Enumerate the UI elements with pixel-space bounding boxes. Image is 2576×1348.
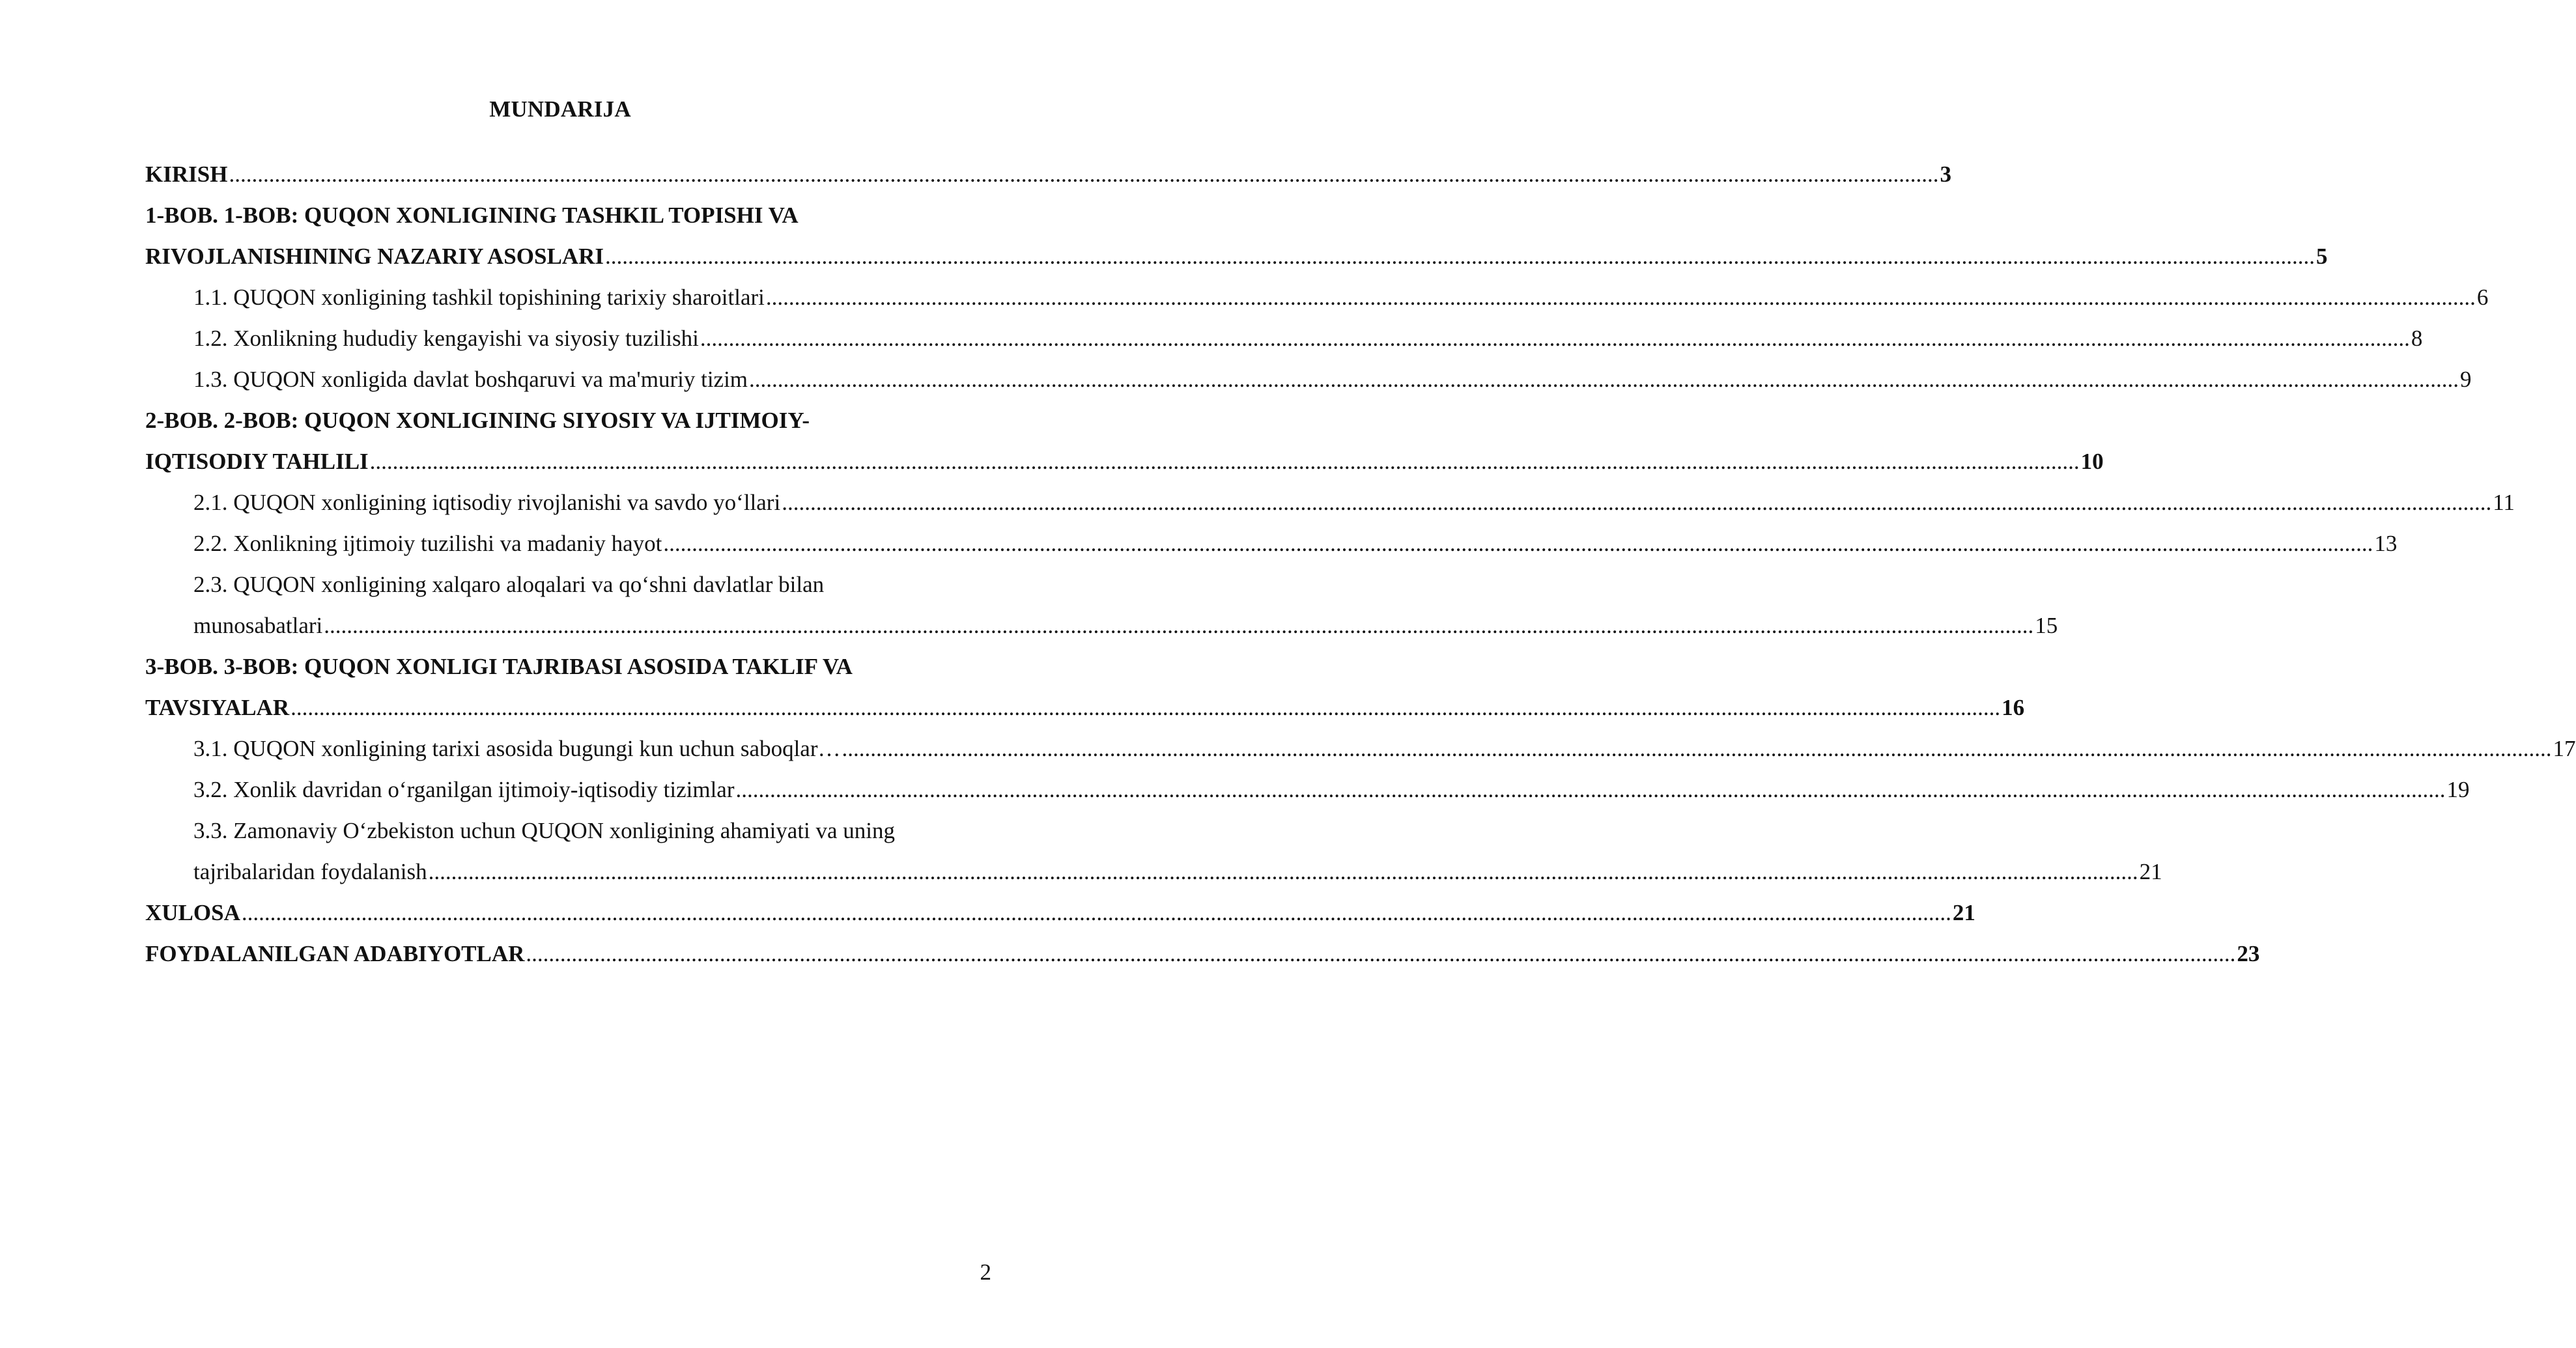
- dot-leader: ............................................................................................................................................................................................................................................................................................................: [526, 941, 2236, 966]
- toc-entry-section-1-1[interactable]: [193, 277, 2489, 318]
- dot-leader: ............................................................................................................................................................................................................................................................................................................: [324, 613, 2034, 638]
- toc-entry-references[interactable]: [145, 933, 2260, 974]
- dot-leader: ............................................................................................................................................................................................................................................................................................................: [735, 777, 2446, 802]
- toc-entry-text: XULOSA: [145, 900, 240, 925]
- toc-entry-page: 3: [1940, 161, 1951, 187]
- toc-entry-text: TAVSIYALAR: [145, 695, 290, 720]
- dot-leader: ............................................................................................................................................................................................................................................................................................................: [369, 449, 2080, 474]
- dot-leader: ............................................................................................................................................................................................................................................................................................................: [290, 695, 2001, 720]
- toc-entry-chapter-2[interactable]: [145, 400, 2104, 482]
- toc-entry-text: 2.2. Xonlikning ijtimoiy tuzilishi va madaniy hayot: [193, 531, 662, 556]
- toc-entry-text: 1.1. QUQON xonligining tashkil topishining tarixiy sharoitlari: [193, 285, 765, 310]
- toc-entry-page: 17: [2553, 736, 2576, 761]
- dot-leader: ............................................................................................................................................................................................................................................................................................................: [241, 900, 1951, 925]
- toc-entry-xulosa[interactable]: [145, 892, 1975, 933]
- toc-entry-text-line1: 3.3. Zamonaviy O‘zbekiston uchun QUQON xonligining ahamiyati va uning: [193, 818, 896, 843]
- toc-entry-chapter-1[interactable]: [145, 195, 2328, 277]
- toc-entry-text: 3.1. QUQON xonligining tarixi asosida bugungi kun uchun saboqlar…: [193, 736, 841, 761]
- toc-entry-page: 21: [1952, 900, 1975, 925]
- toc-entry-page: 10: [2080, 449, 2104, 474]
- toc-entry-text-line1: 2-BOB. 2-BOB: QUQON XONLIGINING SIYOSIY VA IJTIMOIY-: [145, 408, 810, 433]
- toc-entry-text-line1: 2.3. QUQON xonligining xalqaro aloqalari va qo‘shni davlatlar bilan: [193, 572, 825, 597]
- toc-entry-section-2-2[interactable]: [193, 523, 2398, 564]
- dot-leader: ............................................................................................................................................................................................................................................................................................................: [749, 367, 2459, 392]
- toc-title: MUNDARIJA: [489, 96, 631, 122]
- toc-entry-text: 3.2. Xonlik davridan o‘rganilgan ijtimoiy-iqtisodiy tizimlar: [193, 777, 735, 802]
- toc-entry-page: 23: [2237, 941, 2260, 966]
- toc-entry-section-1-2[interactable]: [193, 318, 2423, 359]
- toc-entry-text: munosabatlari: [193, 613, 323, 638]
- toc-entry-section-1-3[interactable]: [193, 359, 2472, 400]
- toc-entry-text: 1.3. QUQON xonligida davlat boshqaruvi va ma'muriy tizim: [193, 367, 748, 392]
- toc-entry-page: 15: [2035, 613, 2058, 638]
- toc-entry-text: 1.2. Xonlikning hududiy kengayishi va siyosiy tuzilishi: [193, 326, 699, 351]
- toc-entry-text: FOYDALANILGAN ADABIYOTLAR: [145, 941, 525, 966]
- dot-leader: ............................................................................................................................................................................................................................................................................................................: [782, 490, 2492, 515]
- dot-leader: ............................................................................................................................................................................................................................................................................................................: [663, 531, 2373, 556]
- toc-entry-page: 21: [2139, 859, 2162, 884]
- toc-entry-text: RIVOJLANISHINING NAZARIY ASOSLARI: [145, 244, 604, 269]
- toc-entry-page: 5: [2315, 244, 2328, 269]
- dot-leader: ............................................................................................................................................................................................................................................................................................................: [604, 244, 2315, 269]
- table-of-contents: [145, 154, 2576, 974]
- toc-entry-text: 2.1. QUQON xonligining iqtisodiy rivojlanishi va savdo yo‘llari: [193, 490, 781, 515]
- dot-leader: ............................................................................................................................................................................................................................................................................................................: [700, 326, 2410, 351]
- toc-entry-text: IQTISODIY TAHLILI: [145, 449, 369, 474]
- toc-entry-section-3-1[interactable]: [193, 728, 2576, 769]
- toc-entry-text-line1: 1-BOB. 1-BOB: QUQON XONLIGINING TASHKIL TOPISHI VA: [145, 203, 799, 228]
- toc-entry-page: 16: [2002, 695, 2025, 720]
- toc-entry-chapter-3[interactable]: [145, 646, 2025, 728]
- toc-entry-page: 6: [2476, 285, 2489, 310]
- toc-entry-page: 11: [2493, 490, 2515, 515]
- dot-leader: ............................................................................................................................................................................................................................................................................................................: [842, 736, 2552, 761]
- dot-leader: ............................................................................................................................................................................................................................................................................................................: [428, 859, 2138, 884]
- dot-leader: ............................................................................................................................................................................................................................................................................................................: [229, 161, 1939, 187]
- toc-entry-text: KIRISH: [145, 161, 228, 187]
- toc-entry-page: 19: [2446, 777, 2470, 802]
- toc-entry-section-3-2[interactable]: [193, 769, 2470, 810]
- toc-entry-section-3-3[interactable]: [193, 810, 2162, 892]
- toc-entry-text-line1: 3-BOB. 3-BOB: QUQON XONLIGI TAJRIBASI ASOSIDA TAKLIF VA: [145, 654, 853, 679]
- page-number: 2: [980, 1259, 991, 1285]
- dot-leader: ............................................................................................................................................................................................................................................................................................................: [765, 285, 2476, 310]
- toc-entry-page: 13: [2374, 531, 2398, 556]
- toc-entry-section-2-1[interactable]: [193, 482, 2515, 523]
- toc-entry-text: tajribalaridan foydalanish: [193, 859, 427, 884]
- toc-entry-page: 8: [2411, 326, 2423, 351]
- toc-entry-page: 9: [2460, 367, 2472, 392]
- toc-entry-kirish[interactable]: [145, 154, 1951, 195]
- toc-entry-section-2-3[interactable]: [193, 564, 2058, 646]
